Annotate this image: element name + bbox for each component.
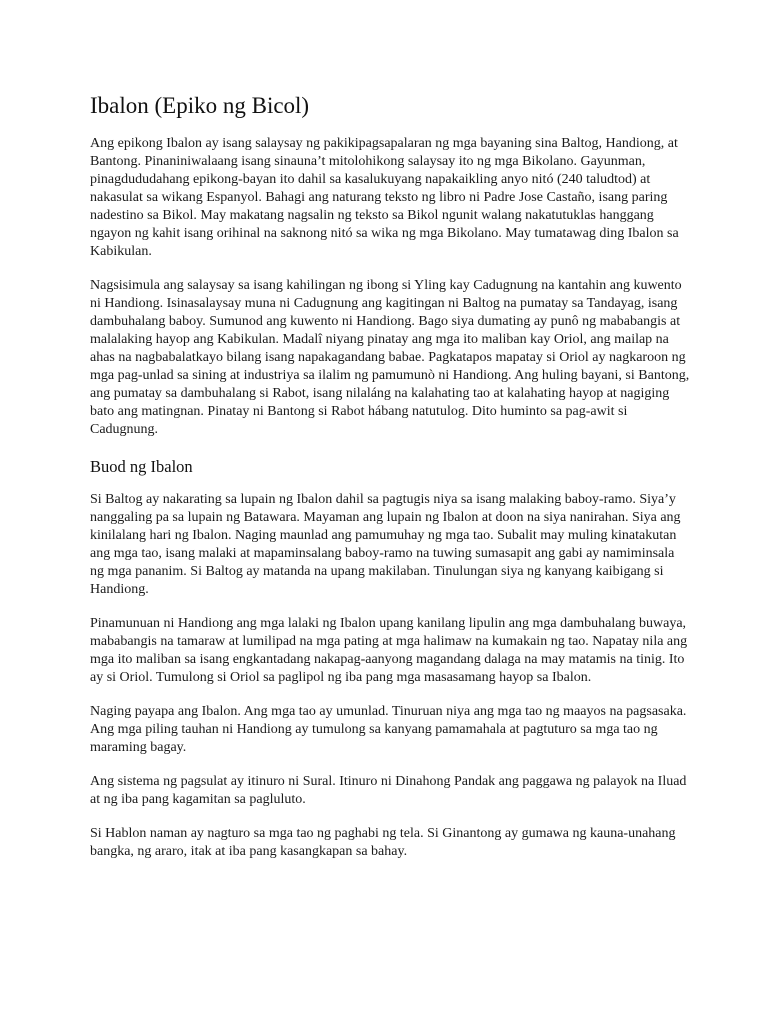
summary-paragraph-1: Si Baltog ay nakarating sa lupain ng Ibalon dahil sa pagtugis niya sa isang malaking baboy-ramo. Siya’y nanggaling pa sa lupain ng Batawara. Mayaman ang lupain ng Ibalon at doon na siya nanirahan. Siya ang kinilalang hari ng Ibalon. Naging maunlad ang pamumuhay ng mga tao. Subalit may muling kinatakutan ang mga tao, isang malaki at mapaminsalang baboy-ramo na tuwing sumasapit ang gabi ay namiminsala ng mga pananim. Si Baltog ay matanda na upang makilaban. Tinulungan siya ng kanyang kaibigang si Handiong. — [90, 492, 681, 597]
summary-paragraph-2: Pinamunuan ni Handiong ang mga lalaki ng Ibalon upang kanilang lipulin ang mga dambuhalang buwaya, mababangis na tamaraw at lumilipad na mga pating at mga halimaw na kumakain ng tao. Napatay nila ang mga ito maliban sa isang engkantadang nakapag-aanyong magandang dalaga na may matamis na tinig. Ito ay si Oriol. Tumulong si Oriol sa paglipol ng iba pang mga masasamang hayop sa Ibalon. — [90, 616, 688, 685]
summary-paragraph-5: Si Hablon naman ay nagturo sa mga tao ng paghabi ng tela. Si Ginantong ay gumawa ng kauna-unahang bangka, ng araro, itak at iba pang kasangkapan sa bahay. — [90, 826, 676, 859]
document-title: Ibalon (Epiko ng Bicol) — [90, 93, 310, 118]
section-heading-buod: Buod ng Ibalon — [90, 457, 193, 476]
intro-paragraph-2: Nagsisimula ang salaysay sa isang kahilingan ng ibong si Yling kay Cadugnung na kantahin ang kuwento ni Handiong. Isinasalaysay muna ni Cadugnung ang kagitingan ni Baltog na pumatay sa Tandayag, isang dambuhalang baboy. Sumunod ang kuwento ni Handiong. Bago siya dumating ay punô ng mababangis at malalaking hayop ang Kabikulan. Madalî niyang pinatay ang mga ito maliban kay Oriol, ang mailap na ahas na nagbabalatkayo bilang isang napakagandang babae. Pagkatapos mapatay si Oriol ay nagkaroon ng mga pag-unlad sa sining at industriya sa ilalim ng pamumunò ni Handiong. Ang huling bayani, si Bantong, ang pumatay sa dambuhalang si Rabot, isang nilaláng na kalahating tao at kalahating hayop at nagiging bato ang matingnan. Pinatay ni Bantong si Rabot hábang natutulog. Dito huminto sa pag-awit si Cadugnung. — [90, 278, 690, 437]
summary-paragraph-3: Naging payapa ang Ibalon. Ang mga tao ay umunlad. Tinuruan niya ang mga tao ng maayos na pagsasaka. Ang mga piling tauhan ni Handiong ay tumulong sa kanyang pamamahala at pagtuturo sa mga tao ng maraming bagay. — [90, 704, 687, 755]
document-page — [90, 92, 690, 877]
summary-paragraph-4: Ang sistema ng pagsulat ay itinuro ni Sural. Itinuro ni Dinahong Pandak ang paggawa ng palayok na Iluad at ng iba pang kagamitan sa pagluluto. — [90, 774, 687, 807]
intro-paragraph-1: Ang epikong Ibalon ay isang salaysay ng pakikipagsapalaran ng mga bayaning sina Baltog, Handiong, at Bantong. Pinaniniwalaang isang sinauna’t mitolohikong salaysay ito ng mga Bikolano. Gayunman, pinagdududahang epikong-bayan ito dahil sa kasalukuyang napakaikling anyo nitó (240 taludtod) at nakasulat sa wikang Espanyol. Bahagi ang naturang teksto ng libro ni Padre Jose Castaño, isang paring nadestino sa Bikol. May makatang nagsalin ng teksto sa Bikol ngunit walang nakatutuklas hanggang ngayon ng kahit isang orihinal na saknong nitó sa wika ng mga Bikolano. May tumatawag ding Ibalon sa Kabikulan. — [90, 136, 679, 259]
